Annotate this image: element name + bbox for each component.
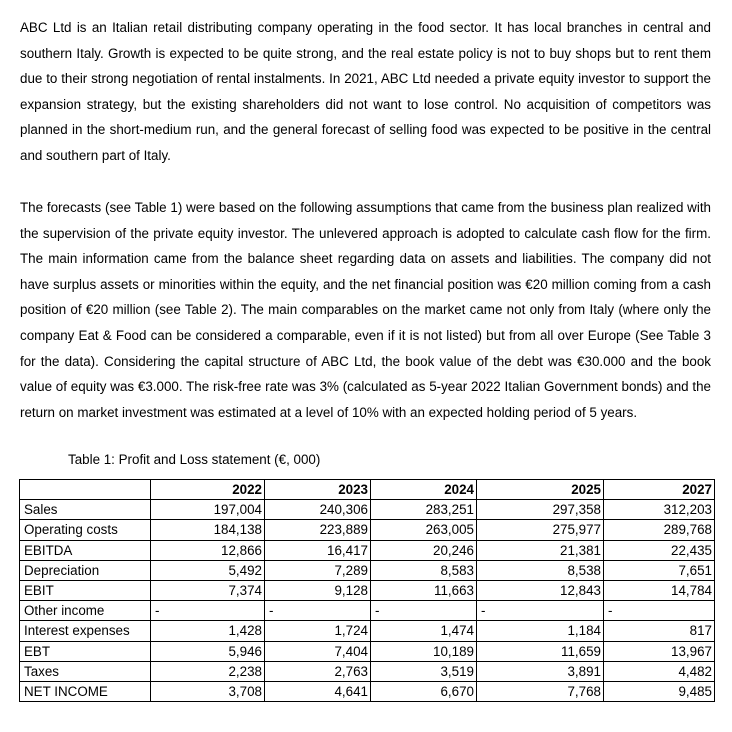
value-cell: 8,538 — [477, 560, 604, 580]
year-header: 2027 — [604, 480, 715, 500]
value-cell: 223,889 — [265, 520, 371, 540]
value-cell: 1,474 — [371, 621, 477, 641]
value-cell: 10,189 — [371, 641, 477, 661]
value-cell: 263,005 — [371, 520, 477, 540]
row-label: Interest expenses — [20, 621, 151, 641]
table-row — [20, 661, 715, 681]
value-cell: 184,138 — [151, 520, 265, 540]
table-row — [20, 641, 715, 661]
value-cell: - — [265, 601, 371, 621]
table-row — [20, 621, 715, 641]
value-cell: 4,482 — [604, 661, 715, 681]
year-header: 2025 — [477, 480, 604, 500]
value-cell: 4,641 — [265, 681, 371, 701]
value-cell: 240,306 — [265, 500, 371, 520]
value-cell: - — [371, 601, 477, 621]
value-cell: 3,891 — [477, 661, 604, 681]
value-cell: 12,843 — [477, 580, 604, 600]
row-label: Operating costs — [20, 520, 151, 540]
row-label: NET INCOME — [20, 681, 151, 701]
value-cell: 13,967 — [604, 641, 715, 661]
value-cell: 3,519 — [371, 661, 477, 681]
value-cell: 197,004 — [151, 500, 265, 520]
value-cell: 7,289 — [265, 560, 371, 580]
value-cell: 2,238 — [151, 661, 265, 681]
value-cell: 22,435 — [604, 540, 715, 560]
value-cell: 297,358 — [477, 500, 604, 520]
header-empty-cell — [20, 480, 151, 500]
table-row — [20, 560, 715, 580]
row-label: EBITDA — [20, 540, 151, 560]
value-cell: 21,381 — [477, 540, 604, 560]
year-header: 2023 — [265, 480, 371, 500]
value-cell: 5,946 — [151, 641, 265, 661]
value-cell: 1,724 — [265, 621, 371, 641]
value-cell: 275,977 — [477, 520, 604, 540]
row-label: Sales — [20, 500, 151, 520]
table-row — [20, 681, 715, 701]
table-header-row — [20, 480, 715, 500]
value-cell: 312,203 — [604, 500, 715, 520]
value-cell: 20,246 — [371, 540, 477, 560]
profit-loss-table — [19, 479, 715, 702]
assumptions-paragraph: The forecasts (see Table 1) were based on the following assumptions that came from the business plan realized with the supervision of the private equity investor. The unlevered approach is adopted to calculate cash flow for the firm. The main information came from the balance sheet regarding data on assets and liabilities. The company did not have surplus assets or minorities within the equity, and the net financial position was €20 million coming from a cash position of €20 million (see Table 2). The main comparables on the market came not only from Italy (where only the company Eat & Food can be considered a comparable, even if it is not listed) but from all over Europe (See Table 3 for the data). Considering the capital structure of ABC Ltd, the book value of the debt was €30.000 and the book value of equity was €3.000. The risk-free rate was 3% (calculated as 5-year 2022 Italian Government bonds) and the return on market investment was estimated at a level of 10% with an expected holding period of 5 years. — [20, 200, 711, 420]
table-row — [20, 580, 715, 600]
value-cell: 3,708 — [151, 681, 265, 701]
value-cell: 11,659 — [477, 641, 604, 661]
value-cell: 8,583 — [371, 560, 477, 580]
value-cell: 5,492 — [151, 560, 265, 580]
value-cell: 12,866 — [151, 540, 265, 560]
year-header: 2022 — [151, 480, 265, 500]
value-cell: 7,651 — [604, 560, 715, 580]
table-caption: Table 1: Profit and Loss statement (€, 000) — [68, 452, 321, 467]
value-cell: - — [151, 601, 265, 621]
row-label: Other income — [20, 601, 151, 621]
value-cell: 7,404 — [265, 641, 371, 661]
row-label: Depreciation — [20, 560, 151, 580]
row-label: Taxes — [20, 661, 151, 681]
table-row — [20, 540, 715, 560]
value-cell: 9,128 — [265, 580, 371, 600]
value-cell: 11,663 — [371, 580, 477, 600]
value-cell: 9,485 — [604, 681, 715, 701]
intro-paragraph: ABC Ltd is an Italian retail distributing company operating in the food sector. It has local branches in central and southern Italy. Growth is expected to be quite strong, and the real estate policy is not to buy shops but to rent them due to their strong negotiation of rental instalments. In 2021, ABC Ltd needed a private equity investor to support the expansion strategy, but the existing shareholders did not want to lose control. No acquisition of competitors was planned in the short-medium run, and the general forecast of selling food was expected to be positive in the central and southern part of Italy. — [20, 20, 711, 163]
value-cell: 16,417 — [265, 540, 371, 560]
value-cell: - — [477, 601, 604, 621]
table-row — [20, 601, 715, 621]
value-cell: 7,768 — [477, 681, 604, 701]
row-label: EBIT — [20, 580, 151, 600]
value-cell: 6,670 — [371, 681, 477, 701]
value-cell: 289,768 — [604, 520, 715, 540]
table-row — [20, 520, 715, 540]
year-header: 2024 — [371, 480, 477, 500]
value-cell: 283,251 — [371, 500, 477, 520]
value-cell: 817 — [604, 621, 715, 641]
value-cell: 14,784 — [604, 580, 715, 600]
value-cell: - — [604, 601, 715, 621]
value-cell: 1,428 — [151, 621, 265, 641]
value-cell: 2,763 — [265, 661, 371, 681]
row-label: EBT — [20, 641, 151, 661]
value-cell: 7,374 — [151, 580, 265, 600]
table-row — [20, 500, 715, 520]
value-cell: 1,184 — [477, 621, 604, 641]
